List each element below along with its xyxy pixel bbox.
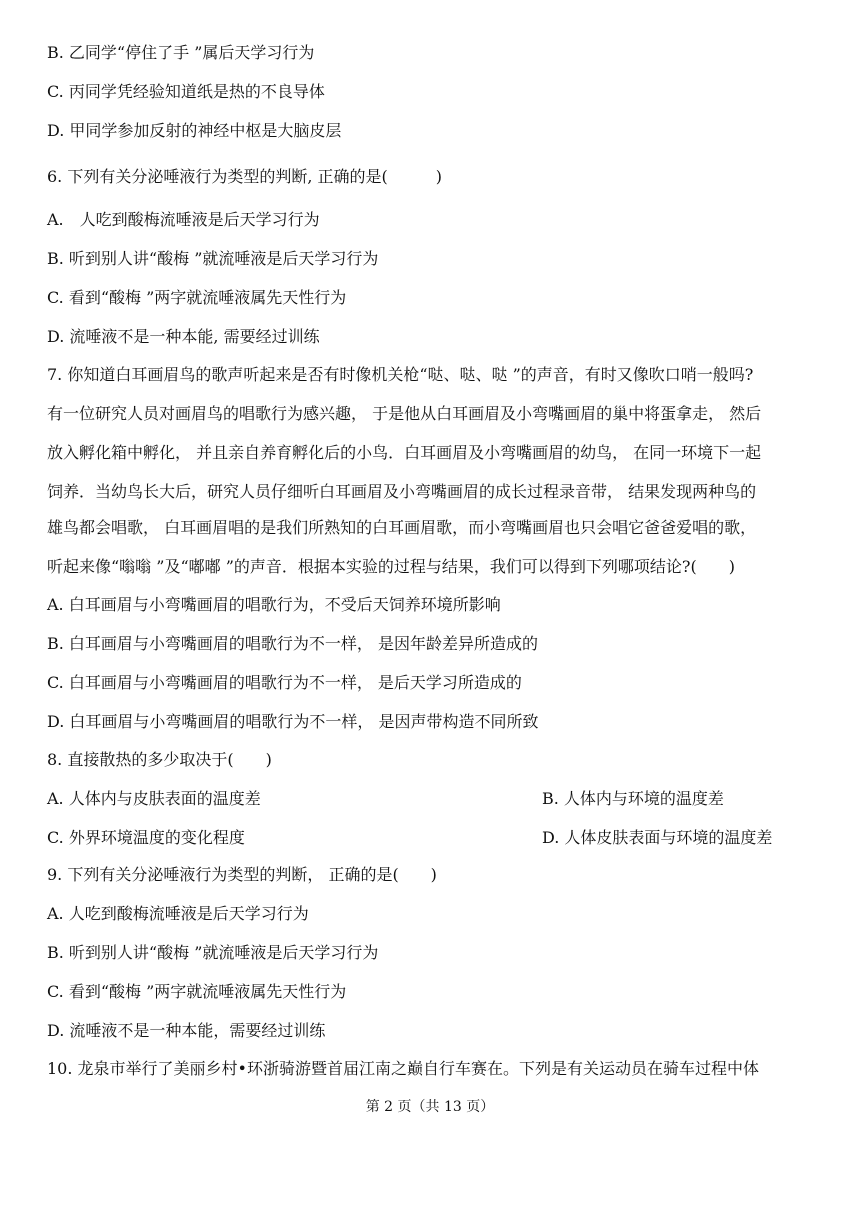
option-b-q9: B. 听到别人讲“酸梅 ”就流唾液是后天学习行为 — [47, 943, 379, 962]
option-c-q8: C. 外界环境温度的变化程度 — [47, 828, 245, 847]
option-b-q8: B. 人体内与环境的温度差 — [542, 789, 724, 808]
option-a-q6: A. 人吃到酸梅流唾液是后天学习行为 — [47, 210, 320, 229]
question-7-stem-line-5: 雄鸟都会唱歌， 白耳画眉唱的是我们所熟知的白耳画眉歌，而小弯嘴画眉也只会唱它爸爸爱唱的歌， — [47, 518, 757, 537]
question-8-stem: 8. 直接散热的多少取决于( ) — [47, 750, 272, 769]
question-7-stem-line-6: 听起来像“嗡嗡 ”及“嘟嘟 ”的声音．根据本实验的过程与结果，我们可以得到下列哪项结论?( ) — [47, 557, 735, 576]
option-b-q7: B. 白耳画眉与小弯嘴画眉的唱歌行为不一样， 是因年龄差异所造成的 — [47, 634, 539, 653]
option-a-q7: A. 白耳画眉与小弯嘴画眉的唱歌行为，不受后天饲养环境所影响 — [47, 595, 501, 614]
option-b-q5: B. 乙同学“停住了手 ”属后天学习行为 — [47, 43, 315, 62]
question-7-stem-line-4: 饲养．当幼鸟长大后，研究人员仔细听白耳画眉及小弯嘴画眉的成长过程录音带， 结果发现两种鸟的 — [47, 482, 757, 501]
option-a-q8: A. 人体内与皮肤表面的温度差 — [47, 789, 261, 808]
page-footer: 第 2 页（共 13 页） — [365, 1099, 495, 1115]
option-b-q6: B. 听到别人讲“酸梅 ”就流唾液是后天学习行为 — [47, 249, 379, 268]
option-c-q5: C. 丙同学凭经验知道纸是热的不良导体 — [47, 82, 325, 101]
question-6-stem: 6. 下列有关分泌唾液行为类型的判断, 正确的是( ) — [47, 167, 443, 186]
option-d-q6: D. 流唾液不是一种本能, 需要经过训练 — [47, 327, 320, 346]
question-7-stem-line-3: 放入孵化箱中孵化， 并且亲自养育孵化后的小鸟．白耳画眉及小弯嘴画眉的幼鸟， 在同一环境下一起 — [47, 443, 762, 462]
option-c-q7: C. 白耳画眉与小弯嘴画眉的唱歌行为不一样， 是后天学习所造成的 — [47, 673, 522, 692]
option-d-q5: D. 甲同学参加反射的神经中枢是大脑皮层 — [47, 121, 342, 140]
option-c-q6: C. 看到“酸梅 ”两字就流唾液属先天性行为 — [47, 288, 347, 307]
question-10-stem: 10. 龙泉市举行了美丽乡村•环浙骑游暨首届江南之巅自行车赛在。下列是有关运动员在骑车过程中体 — [47, 1059, 759, 1078]
option-a-q9: A. 人吃到酸梅流唾液是后天学习行为 — [47, 904, 309, 923]
question-9-stem: 9. 下列有关分泌唾液行为类型的判断， 正确的是( ) — [47, 865, 437, 884]
option-d-q8: D. 人体皮肤表面与环境的温度差 — [542, 828, 773, 847]
option-d-q9: D. 流唾液不是一种本能，需要经过训练 — [47, 1021, 326, 1040]
question-7-stem-line-2: 有一位研究人员对画眉鸟的唱歌行为感兴趣， 于是他从白耳画眉及小弯嘴画眉的巢中将蛋拿走， 然后 — [47, 404, 762, 423]
option-c-q9: C. 看到“酸梅 ”两字就流唾液属先天性行为 — [47, 982, 347, 1001]
question-7-stem-line-1: 7. 你知道白耳画眉鸟的歌声听起来是否有时像机关枪“哒、哒、哒 ”的声音，有时又像吹口哨一般吗? — [47, 365, 754, 384]
option-d-q7: D. 白耳画眉与小弯嘴画眉的唱歌行为不一样， 是因声带构造不同所致 — [47, 712, 539, 731]
